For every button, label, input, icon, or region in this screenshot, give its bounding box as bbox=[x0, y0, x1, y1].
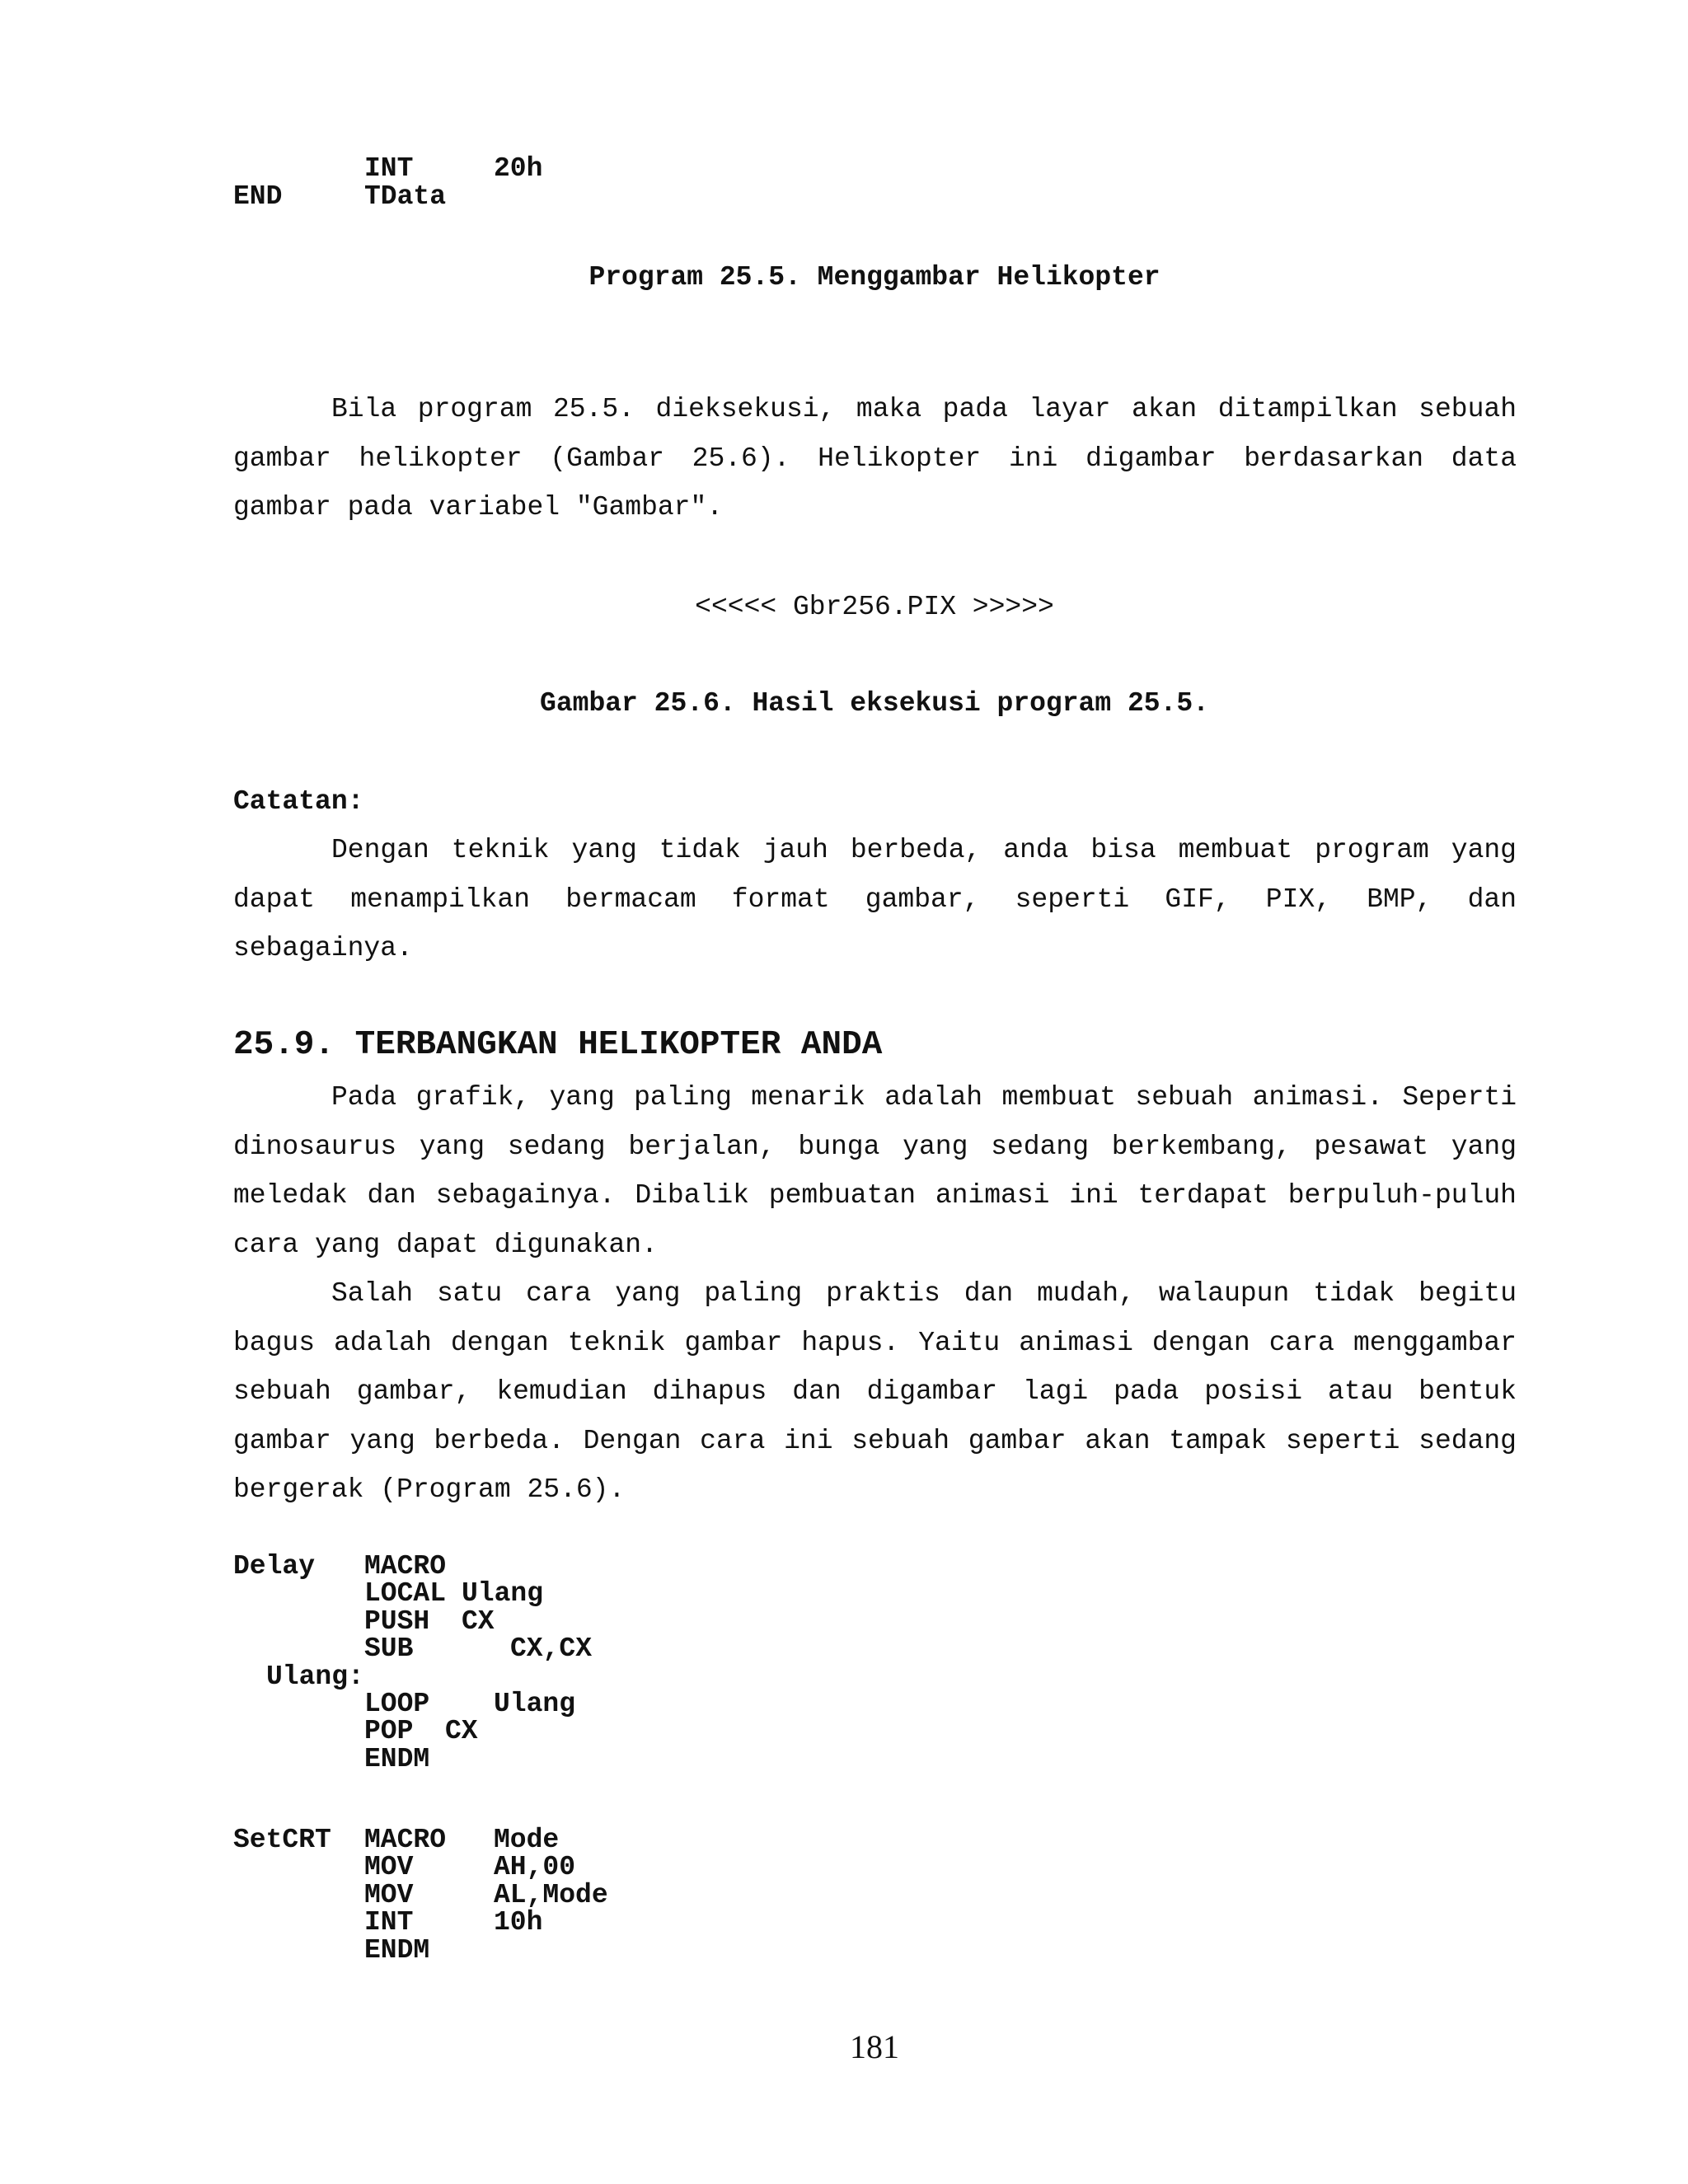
code-label: Delay bbox=[233, 1551, 316, 1582]
paragraph-line: Salah satu cara yang paling praktis dan mudah, walaupun tidak begitu bbox=[331, 1278, 1517, 1309]
code-op: SUB bbox=[364, 1633, 414, 1665]
code-line bbox=[233, 1879, 1057, 1910]
code-op: MACRO bbox=[364, 1825, 447, 1855]
section-heading: 25.9. TERBANGKAN HELIKOPTER ANDA bbox=[233, 1026, 883, 1064]
image-placeholder: <<<<< Gbr256.PIX >>>>> bbox=[695, 592, 1054, 622]
code-line bbox=[233, 1553, 1057, 1580]
code-op: INT bbox=[364, 1907, 414, 1938]
paragraph-line: Bila program 25.5. dieksekusi, maka pada layar akan ditampilkan sebuah bbox=[331, 394, 1517, 424]
code-arg: Ulang bbox=[494, 1689, 576, 1719]
code-line bbox=[233, 1934, 1057, 1966]
code-line bbox=[233, 1909, 1057, 1936]
paragraph-3 bbox=[233, 1269, 1517, 1515]
code-arg: CX bbox=[462, 1605, 495, 1637]
page-number: 181 bbox=[850, 2028, 899, 2065]
note-paragraph bbox=[233, 826, 1517, 973]
code-arg: CX,CX bbox=[510, 1633, 593, 1665]
code-line bbox=[233, 183, 1057, 210]
note-label: Catatan: bbox=[233, 786, 364, 817]
paragraph-line: Dengan teknik yang tidak jauh berbeda, anda bisa membuat program yang bbox=[331, 835, 1517, 865]
code-arg: 20h bbox=[494, 153, 543, 184]
code-line bbox=[233, 1718, 1057, 1745]
paragraph-line: sebagainya. bbox=[233, 933, 413, 963]
paragraph-line: Pada grafik, yang paling menarik adalah membuat sebuah animasi. Seperti bbox=[331, 1082, 1517, 1113]
code-label: END bbox=[233, 181, 283, 212]
paragraph-line: bagus adalah dengan teknik gambar hapus. Yaitu animasi dengan cara menggambar bbox=[233, 1327, 1517, 1358]
paragraph-line: meledak dan sebagainya. Dibalik pembuatan animasi ini terdapat berpuluh-puluh bbox=[233, 1180, 1517, 1211]
code-arg: AL,Mode bbox=[494, 1879, 608, 1910]
code-op: POP bbox=[364, 1716, 414, 1747]
code-op: INT bbox=[364, 153, 414, 184]
paragraph-line: dinosaurus yang sedang berjalan, bunga yang sedang berkembang, pesawat yang bbox=[233, 1131, 1517, 1162]
code-arg: CX bbox=[445, 1716, 478, 1747]
paragraph-line: bergerak (Program 25.6). bbox=[233, 1474, 626, 1505]
code-op: ENDM bbox=[364, 1743, 430, 1774]
code-arg: AH,00 bbox=[494, 1852, 576, 1883]
paragraph-1 bbox=[233, 385, 1517, 532]
code-line bbox=[233, 1854, 1057, 1881]
code-op: MOV bbox=[364, 1879, 414, 1910]
paragraph-line: cara yang dapat digunakan. bbox=[233, 1229, 658, 1260]
code-line bbox=[233, 1743, 1057, 1774]
code-line bbox=[233, 1663, 1057, 1690]
code-line bbox=[233, 1578, 1057, 1610]
code-op: PUSH bbox=[364, 1605, 430, 1637]
paragraph-line: gambar yang berbeda. Dengan cara ini sebuah gambar akan tampak seperti sedang bbox=[233, 1425, 1517, 1456]
code-op: LOCAL bbox=[364, 1578, 447, 1610]
code-op: MOV bbox=[364, 1852, 414, 1883]
paragraph-line: dapat menampilkan bermacam format gambar, seperti GIF, PIX, BMP, dan bbox=[233, 883, 1517, 915]
code-line bbox=[233, 1605, 1057, 1637]
paragraph-line: gambar pada variabel "Gambar". bbox=[233, 492, 724, 523]
paragraph-line: gambar helikopter (Gambar 25.6). Helikopter ini digambar berdasarkan data bbox=[233, 443, 1517, 474]
code-op: ENDM bbox=[364, 1934, 430, 1966]
paragraph-2 bbox=[233, 1073, 1517, 1269]
program-caption: Program 25.5. Menggambar Helikopter bbox=[588, 262, 1160, 293]
code-arg: 10h bbox=[494, 1907, 543, 1938]
code-op: TData bbox=[364, 181, 447, 212]
code-arg: Ulang bbox=[462, 1578, 544, 1610]
figure-caption: Gambar 25.6. Hasil eksekusi program 25.5. bbox=[540, 688, 1209, 719]
code-arg: Mode bbox=[494, 1825, 560, 1855]
code-label: SetCRT bbox=[233, 1825, 331, 1855]
code-line bbox=[233, 155, 1057, 182]
code-line bbox=[233, 1690, 1057, 1718]
code-line bbox=[233, 1826, 1057, 1854]
paragraph-line: sebuah gambar, kemudian dihapus dan digambar lagi pada posisi atau bentuk bbox=[233, 1376, 1517, 1407]
code-line bbox=[233, 1633, 1057, 1665]
code-op: LOOP bbox=[364, 1689, 430, 1719]
code-label: Ulang: bbox=[266, 1661, 364, 1692]
code-op: MACRO bbox=[364, 1551, 447, 1582]
